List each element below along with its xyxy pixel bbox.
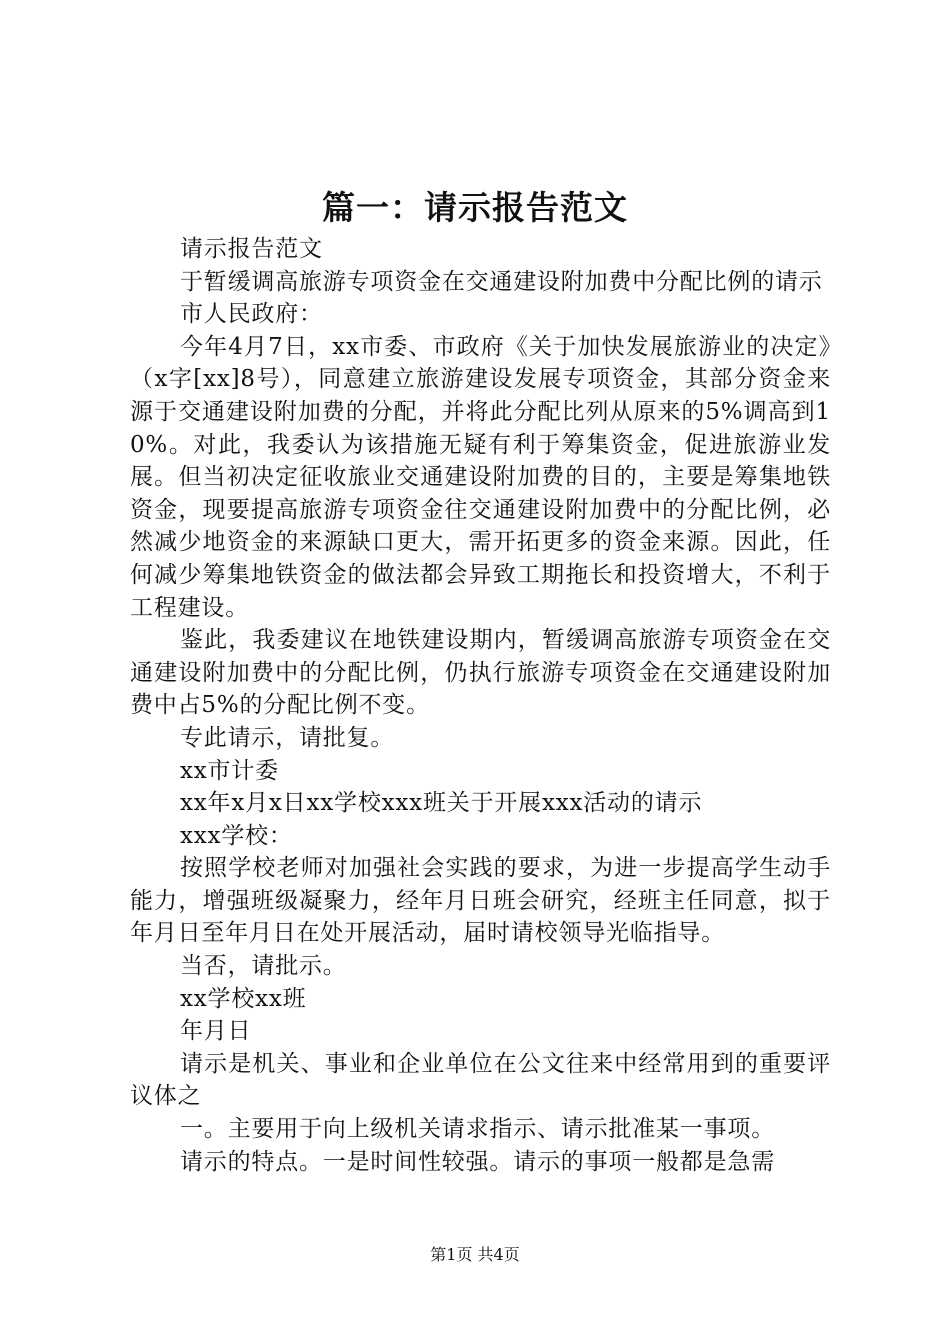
paragraph-definition: 请示是机关、事业和企业单位在公文往来中经常用到的重要评议体之 [130,1050,831,1110]
paragraph-closing: 专此请示，请批复。 [180,724,395,751]
document-title: 篇一：请示报告范文 [322,188,628,227]
paragraph-heading: 请示报告范文 [180,236,323,262]
paragraph-request-title: 于暂缓调高旅游专项资金在交通建设附加费中分配比例的请示 [180,268,823,295]
paragraph-second-salutation: xxx学校： [180,822,293,849]
paragraph-usage: 一。主要用于向上级机关请求指示、请示批准某一事项。 [180,1116,775,1143]
paragraph-main-body: 今年4月7日，xx市委、市政府《关于加快发展旅游业的决定》（x字[xx]8号），同意建立旅游建设发展专项资金，其部分资金来源于交通建设附加费的分配，并将此分配比列从原来的5%调高到10%。对此，我委认为该措施无疑有利于筹集资金，促进旅游业发展。但当初决定征收旅业交通建设附加费的目的，主要是筹集地铁资金，现要提高旅游专项资金往交通建设附加费中的分配比例，必然减少地资金的来源缺口更大，需开拓更多的资金来源。因此，任何减少筹集地铁资金的做法都会异致工期拖长和投资增大，不利于工程建设。 [130,333,831,621]
paragraph-salutation: 市人民政府： [180,301,323,328]
paragraph-features: 请示的特点。一是时间性较强。请示的事项一般都是急需 [180,1148,775,1175]
page-number-footer: 第1页 共4页 [430,1245,520,1264]
paragraph-second-request-title: xx年x月x日xx学校xxx班关于开展xxx活动的请示 [180,790,703,817]
paragraph-second-body: 按照学校老师对加强社会实践的要求，为进一步提高学生动手能力，增强班级凝聚力，经年月日班会研究，经班主任同意，拟于年月日至年月日在处开展活动，届时请校领导光临指导。 [130,855,831,947]
paragraph-date: 年月日 [180,1018,252,1045]
paragraph-second-closing: 当否，请批示。 [180,953,347,980]
paragraph-signature: xx市计委 [180,757,279,784]
paragraph-proposal: 鉴此，我委建议在地铁建设期内，暂缓调高旅游专项资金在交通建设附加费中的分配比例，仍执行旅游专项资金在交通建设附加费中占5%的分配比例不变。 [130,627,831,719]
paragraph-second-signature: xx学校xx班 [180,985,307,1012]
document-body [130,233,831,1178]
